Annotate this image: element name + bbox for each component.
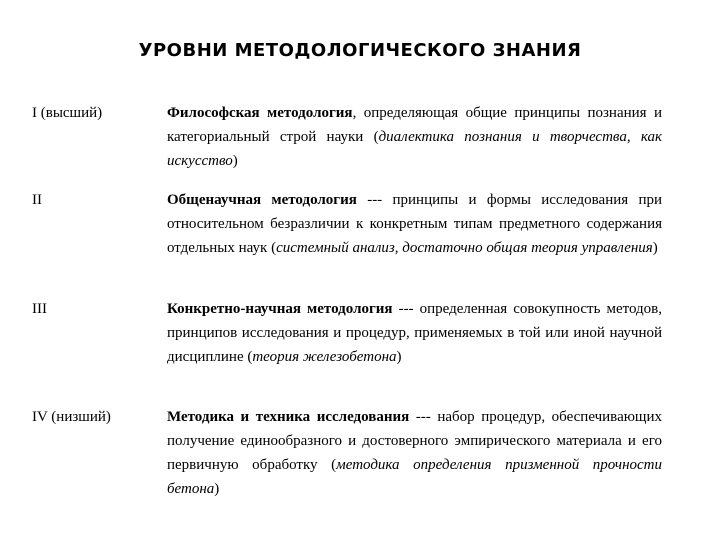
- level-term: Общенаучная методология: [167, 192, 357, 208]
- level-close: ): [214, 481, 220, 497]
- level-text: --- определенная совокупность методов, принципов исследования и процедур, применяемых в той или иной научной дисциплине (: [167, 301, 662, 365]
- level-text: --- набор процедур, обеспечивающих получение единообразного и достоверного эмпирического материала и его первичную обработку (: [167, 409, 663, 473]
- level-example: системный анализ, достаточно общая теория управления: [276, 240, 653, 256]
- page-title: УРОВНИ МЕТОДОЛОГИЧЕСКОГО ЗНАНИЯ: [138, 40, 582, 61]
- level-description: [167, 188, 662, 260]
- level-label: III: [32, 301, 47, 317]
- level-term: Методика и техника исследования: [167, 409, 410, 425]
- level-description: [167, 101, 662, 173]
- level-label: II: [32, 192, 42, 208]
- level-description: [167, 297, 662, 369]
- level-example: диалектика познания и творчества, как искусство: [167, 129, 662, 169]
- level-term: Конкретно-научная методология: [167, 301, 393, 317]
- level-example: методика определения призменной прочности бетона: [167, 457, 663, 497]
- level-close: ): [232, 153, 238, 169]
- level-text: --- принципы и формы исследования при относительном безразличии к конкретным типам предметного содержания отдельных наук (: [167, 192, 663, 256]
- level-term: Философская методология: [167, 105, 353, 121]
- level-label: I (высший): [32, 105, 103, 121]
- level-description: [167, 405, 662, 501]
- level-label: IV (низший): [32, 409, 111, 425]
- level-text: , определяющая общие принципы познания и категориальный строй науки (: [167, 105, 662, 145]
- level-close: ): [652, 240, 658, 256]
- level-example: теория железобетона: [252, 349, 397, 365]
- level-close: ): [396, 349, 402, 365]
